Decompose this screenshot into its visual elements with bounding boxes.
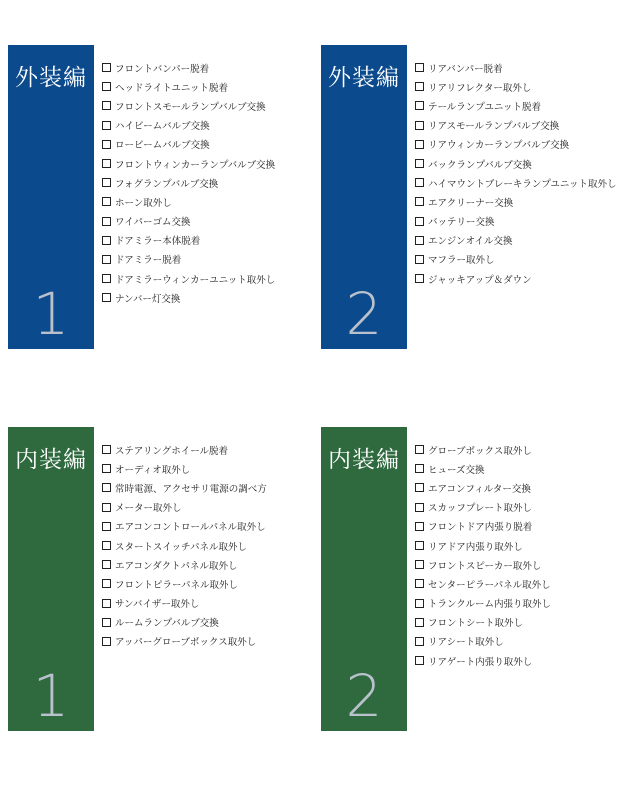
checklist-item-label: リアウィンカーランプバルブ交換: [428, 140, 570, 152]
checklist-item[interactable]: [102, 250, 275, 269]
checklist-item[interactable]: [415, 498, 551, 517]
checkbox[interactable]: [415, 121, 424, 130]
checklist-item[interactable]: [415, 96, 616, 115]
category-number: 2: [345, 280, 383, 348]
checklist-item[interactable]: [102, 269, 275, 288]
checklist-item-label: フロントバンパー脱着: [115, 63, 210, 75]
checkbox[interactable]: [415, 599, 424, 608]
checklist-item[interactable]: [102, 574, 267, 593]
checkbox[interactable]: [102, 541, 111, 550]
checklist-item-label: ドアミラー脱着: [115, 255, 182, 267]
checkbox[interactable]: [102, 579, 111, 588]
checklist-item[interactable]: [415, 154, 616, 173]
category-number: 1: [32, 280, 70, 348]
checkbox[interactable]: [102, 159, 111, 168]
checklist-item-label: ハイビームバルブ交換: [115, 121, 210, 133]
category-band: [8, 45, 94, 349]
checklist-item-label: エアクリーナー交換: [428, 197, 514, 209]
checklist-item[interactable]: [415, 269, 616, 288]
checklist-item-label: スカッフプレート取外し: [428, 503, 533, 515]
checklist-item[interactable]: [102, 632, 267, 651]
checklist-item[interactable]: [102, 459, 267, 478]
checklist-item-label: メーター取外し: [115, 503, 182, 515]
checklist-item-label: フォグランプバルブ交換: [115, 178, 219, 190]
checkbox[interactable]: [415, 101, 424, 110]
checkbox[interactable]: [415, 541, 424, 550]
checklist-item-label: リアシート取外し: [428, 637, 504, 649]
checklist-item[interactable]: [102, 96, 275, 115]
checklist-item[interactable]: [415, 594, 551, 613]
checklist-item[interactable]: [102, 555, 267, 574]
checkbox[interactable]: [415, 522, 424, 531]
checklist-item[interactable]: [102, 192, 275, 211]
checkbox[interactable]: [415, 579, 424, 588]
checklist-item-label: ジャッキアップ＆ダウン: [428, 274, 532, 286]
checkbox[interactable]: [415, 255, 424, 264]
checklist-item-label: バッテリー交換: [428, 217, 495, 229]
checklist-item-label: ロービームバルブ交換: [115, 140, 210, 152]
category-band: [321, 45, 407, 349]
category-number: 1: [32, 662, 70, 730]
checklist-item[interactable]: [102, 536, 267, 555]
checklist-item-label: リアリフレクター取外し: [428, 82, 532, 94]
checklist-item[interactable]: [415, 135, 616, 154]
checklist-item-label: アッパーグローブボックス取外し: [115, 637, 257, 649]
checklist-item-label: フロントドア内張り脱着: [428, 522, 533, 534]
checkbox[interactable]: [102, 618, 111, 627]
checklist-item-label: 常時電源、アクセサリ電源の調べ方: [115, 483, 267, 495]
category-title: 内装編: [15, 447, 87, 473]
checklist-item[interactable]: [415, 77, 616, 96]
checkbox[interactable]: [102, 599, 111, 608]
checkbox[interactable]: [415, 140, 424, 149]
checklist-item[interactable]: [102, 613, 267, 632]
checklist: [102, 58, 275, 307]
checklist-item[interactable]: [102, 135, 275, 154]
checklist-item-label: フロントピラーパネル取外し: [115, 579, 239, 591]
checkbox[interactable]: [102, 637, 111, 646]
checkbox[interactable]: [102, 274, 111, 283]
checklist-item-label: フロントウィンカーランプバルブ交換: [115, 159, 276, 171]
checklist-item[interactable]: [102, 154, 275, 173]
checklist-item[interactable]: [415, 58, 616, 77]
checkbox[interactable]: [102, 63, 111, 72]
checklist-item-label: ワイパーゴム交換: [115, 217, 191, 229]
checklist-item-label: センターピラーパネル取外し: [428, 579, 551, 591]
checklist-item[interactable]: [415, 613, 551, 632]
checklist-item-label: ドアミラー本体脱着: [115, 236, 201, 248]
exterior-panel-2: [321, 45, 617, 349]
checklist-item-label: ナンバー灯交換: [115, 293, 181, 305]
category-title: 外装編: [15, 65, 87, 91]
checklist-item-label: トランクルーム内張り取外し: [428, 599, 552, 611]
checklist-item-label: バックランプバルブ交換: [428, 159, 532, 171]
checklist-item-label: リアゲート内張り取外し: [428, 656, 533, 668]
checkbox[interactable]: [102, 255, 111, 264]
checklist-item-label: フロントスモールランプバルブ交換: [115, 101, 266, 113]
checklist-item[interactable]: [415, 517, 551, 536]
checklist: [415, 58, 616, 288]
checklist-item[interactable]: [415, 632, 551, 651]
category-title: 外装編: [328, 65, 400, 91]
checkbox[interactable]: [102, 464, 111, 473]
checkbox[interactable]: [415, 159, 424, 168]
checkbox[interactable]: [102, 178, 111, 187]
checklist-item-label: ルームランプバルブ交換: [115, 618, 219, 630]
checkbox[interactable]: [102, 197, 111, 206]
checkbox[interactable]: [102, 293, 111, 302]
checklist-item[interactable]: [415, 212, 616, 231]
checklist-item[interactable]: [415, 173, 616, 192]
category-title: 内装編: [328, 447, 400, 473]
checklist-item-label: フロントシート取外し: [428, 618, 524, 630]
checklist-item-label: リアスモールランプバルブ交換: [428, 121, 560, 133]
interior-panel-2: [321, 427, 581, 731]
category-band: [321, 427, 407, 731]
checklist-item[interactable]: [415, 651, 551, 670]
checkbox[interactable]: [415, 503, 424, 512]
checklist-item[interactable]: [102, 173, 275, 192]
checklist-item[interactable]: [415, 478, 551, 497]
checkbox[interactable]: [102, 101, 111, 110]
checklist-item-label: スタートスイッチパネル取外し: [115, 541, 247, 553]
checkbox[interactable]: [415, 656, 424, 665]
checklist-item-label: ステアリングホイール脱着: [115, 445, 229, 457]
checklist-item[interactable]: [102, 231, 275, 250]
checklist-item-label: テールランプユニット脱着: [428, 101, 541, 113]
checklist: [102, 440, 267, 651]
checkbox[interactable]: [415, 445, 424, 454]
checkbox[interactable]: [102, 121, 111, 130]
checklist-item[interactable]: [415, 440, 551, 459]
checkbox[interactable]: [415, 178, 424, 187]
checklist-item-label: サンバイザー取外し: [115, 599, 200, 611]
checkbox[interactable]: [102, 503, 111, 512]
checkbox[interactable]: [415, 197, 424, 206]
checkbox[interactable]: [102, 236, 111, 245]
checklist-item-label: ハイマウントブレーキランプユニット取外し: [428, 178, 617, 190]
checklist-item[interactable]: [415, 192, 616, 211]
checklist-item[interactable]: [102, 116, 275, 135]
checklist-item-label: エアコンコントロールパネル取外し: [115, 522, 266, 534]
checkbox[interactable]: [102, 560, 111, 569]
checkbox[interactable]: [415, 82, 424, 91]
checklist-item-label: ドアミラーウィンカーユニット取外し: [115, 274, 276, 286]
checklist-item-label: エンジンオイル交換: [428, 236, 513, 248]
checklist-item[interactable]: [415, 459, 551, 478]
checklist-item-label: エアコンフィルター交換: [428, 483, 531, 495]
checkbox[interactable]: [415, 464, 424, 473]
checklist-item[interactable]: [102, 77, 275, 96]
checkbox[interactable]: [415, 274, 424, 283]
checklist-item-label: マフラー取外し: [428, 255, 495, 267]
checkbox[interactable]: [102, 82, 111, 91]
checklist-item[interactable]: [415, 231, 616, 250]
checklist-item[interactable]: [102, 498, 267, 517]
checkbox[interactable]: [102, 140, 111, 149]
exterior-panel-1: [8, 45, 276, 349]
checkbox[interactable]: [415, 483, 424, 492]
checklist-item-label: ホーン取外し: [115, 197, 172, 209]
checklist-item[interactable]: [102, 517, 267, 536]
checklist-item[interactable]: [102, 594, 267, 613]
checklist-item-label: ヒューズ交換: [428, 464, 485, 476]
checkbox[interactable]: [102, 217, 111, 226]
checklist-item[interactable]: [102, 212, 275, 231]
checklist-item[interactable]: [102, 478, 267, 497]
checklist-item-label: リアドア内張り取外し: [428, 541, 523, 553]
checklist-item[interactable]: [102, 58, 275, 77]
checklist-item[interactable]: [415, 116, 616, 135]
checkbox[interactable]: [415, 63, 424, 72]
checklist-item-label: リアバンパー脱着: [428, 63, 503, 75]
checklist-item[interactable]: [102, 288, 275, 307]
checklist-item[interactable]: [415, 536, 551, 555]
checklist-item-label: グローブボックス取外し: [428, 445, 532, 457]
checklist-item-label: フロントスピーカー取外し: [428, 560, 542, 572]
checkbox[interactable]: [415, 236, 424, 245]
checkbox[interactable]: [415, 618, 424, 627]
category-band: [8, 427, 94, 731]
interior-panel-1: [8, 427, 268, 731]
checkbox[interactable]: [102, 483, 111, 492]
checklist-item[interactable]: [415, 574, 551, 593]
checklist-item[interactable]: [415, 250, 616, 269]
checkbox[interactable]: [415, 637, 424, 646]
checklist-item[interactable]: [415, 555, 551, 574]
checklist-item-label: オーディオ取外し: [115, 464, 191, 476]
checklist-item[interactable]: [102, 440, 267, 459]
checklist-item-label: ヘッドライトユニット脱着: [115, 82, 228, 94]
checkbox[interactable]: [415, 217, 424, 226]
checkbox[interactable]: [102, 445, 111, 454]
checklist: [415, 440, 551, 670]
checklist-item-label: エアコンダクトパネル取外し: [115, 560, 238, 572]
category-number: 2: [345, 662, 383, 730]
checkbox[interactable]: [415, 560, 424, 569]
checkbox[interactable]: [102, 522, 111, 531]
